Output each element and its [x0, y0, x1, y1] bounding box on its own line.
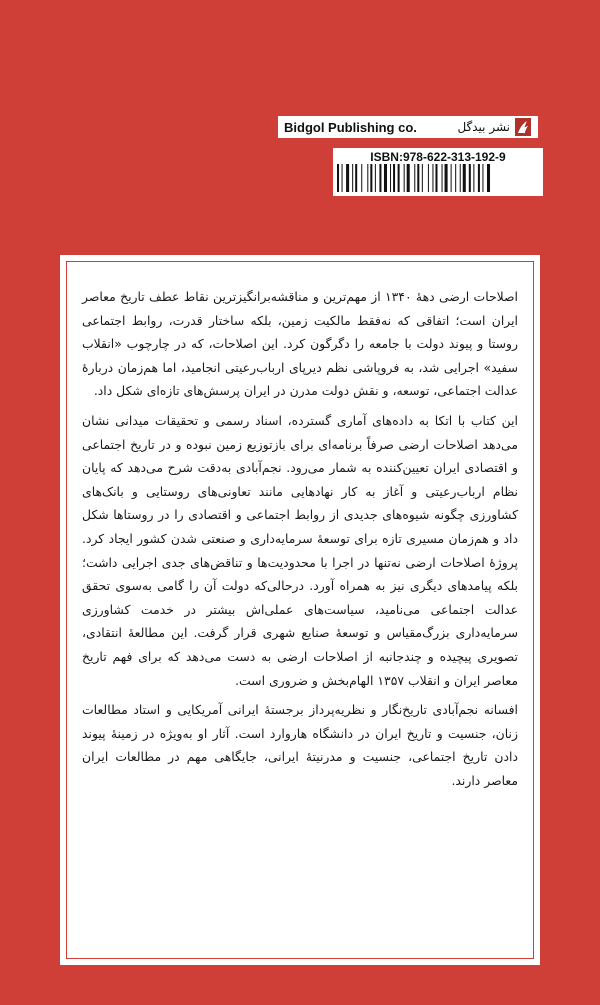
isbn-number: ISBN:978-622-313-192-9 — [370, 150, 506, 164]
publisher-name-en: Bidgol Publishing co. — [284, 119, 417, 135]
publisher-name-fa: نشر بیدگل — [457, 120, 510, 134]
isbn-barcode — [333, 148, 543, 196]
barcode-bars — [337, 164, 539, 192]
publisher-logo-icon — [514, 117, 532, 137]
paragraph-author-bio: افسانه نجم‌آبادی تاریخ‌نگار و نظریه‌پرداز برجستهٔ ایرانی آمریکایی و استاد مطالعات زنان، جنسیت و تاریخ ایران در دانشگاه هاروارد است. آثار او به‌ویژه در زمینهٔ پیوند دادن تاریخ اجتماعی، جنسیت و مدرنیتهٔ ایرانی، جایگاهی مهم در مطالعات ایران معاصر دارند. — [82, 702, 518, 788]
publisher-fa-group — [457, 117, 532, 137]
description-text — [82, 285, 518, 798]
paragraph-book-summary: این کتاب با اتکا به داده‌های آماری گسترده، اسناد رسمی و تحقیقات میدانی نشان می‌دهد اصلاحات ارضی صرفاً برنامه‌ای برای بازتوزیع زمین نبوده و در تاریخ اجتماعی و اقتصادی ایران تعیین‌کننده به شمار می‌رود. نجم‌آبادی به‌دقت شرح می‌دهد که پایان نظام ارباب‌رعیتی و آغاز به کار نهادهایی مانند تعاونی‌های روستایی و بانک‌های کشاورزی چگونه شیوه‌های جدیدی از روابط اجتماعی و اقتصادی را در روستاها شکل داد و هم‌زمان مسیری تازه برای توسعهٔ سرمایه‌داری و صنعتی شدن کشور ایجاد کرد. پروژهٔ اصلاحات ارضی نه‌تنها در اجرا با محدودیت‌ها و تناقض‌های جدی اجرایی داشت؛ بلکه پیامدهای دیگری نیز به همراه آورد. درحالی‌که دولت آن را گامی به‌سوی تحقق عدالت اجتماعی می‌نامید، سیاست‌های عملی‌اش بیشتر در خدمت کشاورزی سرمایه‌داری بزرگ‌مقیاس و توسعهٔ صنایع شهری قرار گرفت. این مطالعهٔ انتقادی، تصویری پیچیده و چندجانبه از اصلاحات ارضی به دست می‌دهد که برای فهم تاریخ معاصر ایران و انقلاب ۱۳۵۷ الهام‌بخش و ضروری است. — [82, 412, 518, 688]
publisher-strip — [278, 116, 538, 138]
paragraph-intro: اصلاحات ارضی دههٔ ۱۳۴۰ از مهم‌ترین و مناقشه‌برانگیزترین نقاط عطف تاریخ معاصر ایران است؛ اتفاقی که نه‌فقط مالکیت زمین، بلکه ساختار قدرت، روابط اجتماعی روستا و پیوند دولت با جامعه را دگرگون کرد. این اصلاحات، که در چارچوب «انقلاب سفید» اجرایی شد، به فروپاشی نظم دیرپای ارباب‌رعیتی انجامید، اما هم‌زمان دربارهٔ عدالت اجتماعی، توسعه، و نقش دولت مدرن در ایران پرسش‌های تازه‌ای شکل داد. — [82, 289, 518, 399]
description-panel — [60, 255, 540, 965]
